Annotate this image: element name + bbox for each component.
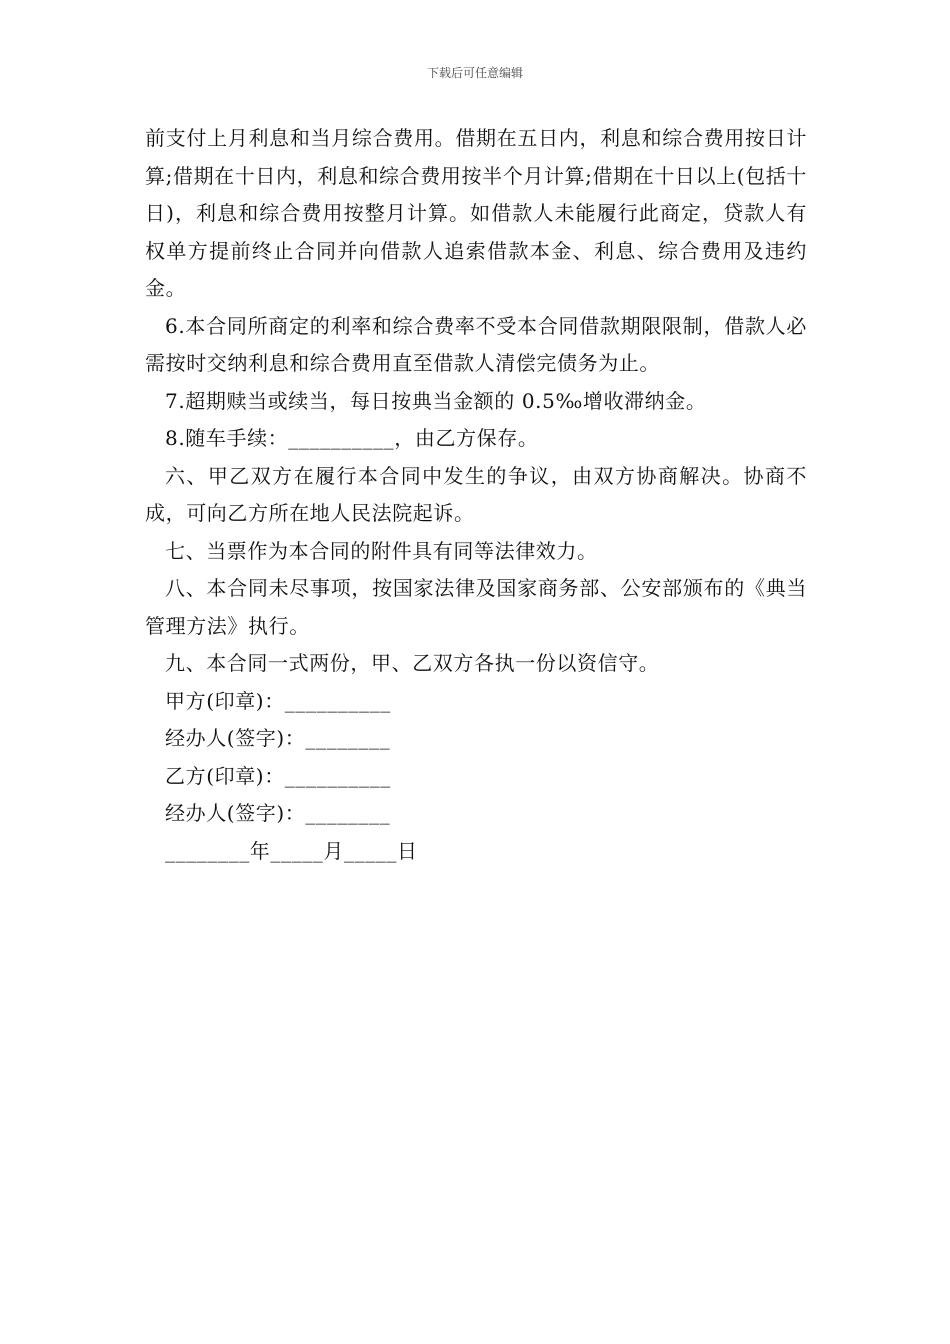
- paragraph-article-8: 八、本合同未尽事项，按国家法律及国家商务部、公安部颁布的《典当管理方法》执行。: [145, 576, 807, 638]
- party-b-seal-line: 乙方(印章)：__________: [165, 763, 391, 788]
- paragraph-interest-terms: 前支付上月利息和当月综合费用。借期在五日内，利息和综合费用按日计算;借期在十日内，利息和综合费用按半个月计算;借期在十日以上(包括十日)，利息和综合费用按整月计算。如借款人未能履行此商定，贷款人有权单方提前终止合同并向借款人追索借款本金、利息、综合费用及违约金。: [145, 126, 807, 300]
- paragraph-article-6: 六、甲乙双方在履行本合同中发生的争议，由双方协商解决。协商不成，可向乙方所在地人民法院起诉。: [145, 463, 807, 525]
- agent-b-signature-line: 经办人(签字)：________: [165, 801, 391, 825]
- contract-body: [145, 120, 807, 870]
- paragraph-clause-8: 8.随车手续：__________，由乙方保存。: [165, 426, 539, 450]
- paragraph-clause-6: 6.本合同所商定的利率和综合费率不受本合同借款期限限制，借款人必需按时交纳利息和综合费用直至借款人清偿完债务为止。: [145, 313, 807, 375]
- party-a-seal-line: 甲方(印章)：__________: [165, 688, 391, 713]
- paragraph-article-7: 七、当票作为本合同的附件具有同等法律效力。: [165, 538, 598, 563]
- date-line: ________年_____月_____日: [165, 838, 418, 863]
- page-header: 下载后可任意编辑: [426, 66, 523, 80]
- paragraph-article-9: 九、本合同一式两份，甲、乙双方各执一份以资信守。: [165, 651, 660, 675]
- paragraph-clause-7: 7.超期赎当或续当，每日按典当金额的 0.5‰增收滞纳金。: [165, 388, 707, 413]
- agent-a-signature-line: 经办人(签字)：________: [165, 726, 391, 750]
